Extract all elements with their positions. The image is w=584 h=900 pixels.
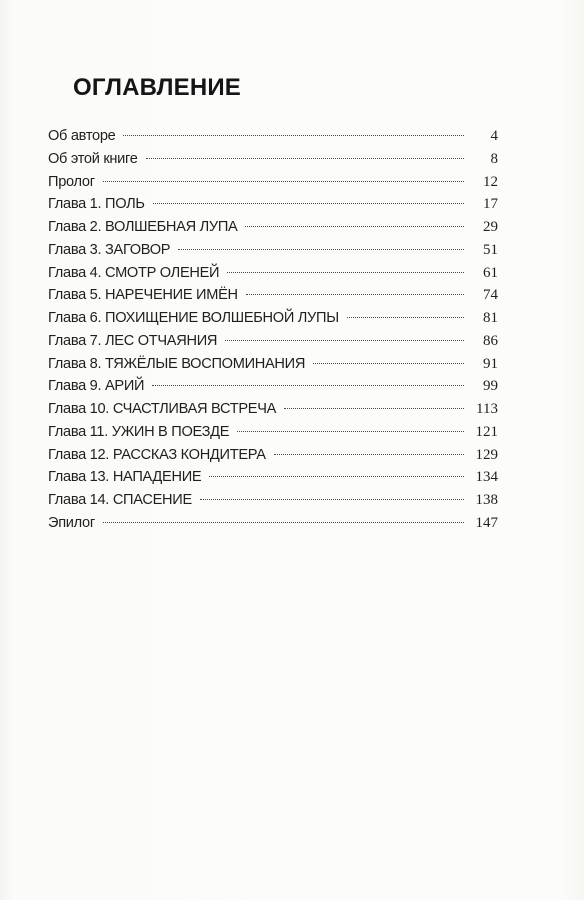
- toc-entry: [48, 466, 498, 489]
- toc-list: [48, 125, 498, 535]
- dot-leader: [103, 522, 464, 523]
- dot-leader: [225, 340, 464, 341]
- toc-entry-label: Глава 13. НАПАДЕНИЕ: [48, 469, 202, 486]
- toc-entry: [48, 193, 498, 216]
- toc-entry-label: Об этой книге: [48, 150, 138, 167]
- dot-leader: [246, 294, 464, 295]
- toc-entry-label: Глава 8. ТЯЖЁЛЫЕ ВОСПОМИНАНИЯ: [48, 355, 306, 372]
- toc-entry-page: 86: [483, 332, 498, 349]
- toc-entry-label: Глава 4. СМОТР ОЛЕНЕЙ: [48, 264, 220, 281]
- toc-entry-label: Глава 12. РАССКАЗ КОНДИТЕРА: [48, 446, 266, 463]
- toc-entry: [48, 148, 498, 171]
- toc-entry-page: 113: [476, 401, 498, 417]
- toc-entry-page: 51: [483, 241, 498, 258]
- toc-entry: [48, 444, 498, 467]
- toc-entry-page: 61: [483, 264, 498, 281]
- dot-leader: [245, 226, 464, 227]
- dot-leader: [227, 272, 464, 273]
- toc-entry: [48, 216, 498, 239]
- toc-entry-label: Глава 3. ЗАГОВОР: [48, 241, 171, 258]
- dot-leader: [103, 181, 464, 182]
- dot-leader: [274, 454, 464, 455]
- toc-entry-page: 129: [475, 446, 498, 463]
- toc-entry-label: Глава 9. АРИЙ: [48, 378, 145, 395]
- toc-entry: [48, 421, 498, 444]
- toc-entry: [48, 307, 498, 330]
- dot-leader: [284, 408, 464, 409]
- toc-entry-label: Глава 14. СПАСЕНИЕ: [48, 492, 192, 508]
- toc-entry-label: Об авторе: [48, 128, 116, 144]
- toc-entry-page: 138: [475, 492, 498, 508]
- toc-entry: [48, 489, 498, 512]
- toc-entry-label: Глава 11. УЖИН В ПОЕЗДЕ: [48, 423, 230, 440]
- toc-entry: [48, 125, 498, 148]
- dot-leader: [178, 249, 464, 250]
- toc-entry-label: Глава 6. ПОХИЩЕНИЕ ВОЛШЕБНОЙ ЛУПЫ: [48, 310, 339, 326]
- toc-entry-page: 12: [483, 173, 498, 190]
- toc-entry-page: 17: [483, 196, 498, 213]
- dot-leader: [123, 135, 464, 136]
- dot-leader: [152, 385, 464, 386]
- toc-entry-page: 91: [483, 355, 498, 372]
- toc-entry-label: Пролог: [48, 173, 95, 190]
- toc-entry-page: 8: [490, 150, 498, 167]
- toc-entry: [48, 353, 498, 376]
- dot-leader: [146, 158, 464, 159]
- toc-entry: [48, 262, 498, 285]
- toc-entry-page: 29: [483, 219, 498, 235]
- dot-leader: [200, 499, 464, 500]
- toc-entry: [48, 330, 498, 353]
- toc-entry-page: 81: [483, 310, 498, 326]
- toc-entry-page: 121: [475, 423, 498, 440]
- dot-leader: [313, 363, 464, 364]
- toc-entry-page: 134: [475, 469, 498, 486]
- toc-entry: [48, 284, 498, 307]
- dot-leader: [347, 317, 464, 318]
- toc-entry-label: Глава 2. ВОЛШЕБНАЯ ЛУПА: [48, 219, 238, 235]
- toc-entry: [48, 239, 498, 262]
- toc-entry-page: 4: [490, 128, 498, 144]
- toc-entry-label: Глава 7. ЛЕС ОТЧАЯНИЯ: [48, 332, 218, 349]
- toc-title: ОГЛАВЛЕНИЕ: [73, 74, 242, 101]
- toc-entry: [48, 512, 498, 535]
- toc-entry: [48, 171, 498, 194]
- toc-entry-page: 147: [475, 514, 498, 531]
- dot-leader: [209, 476, 464, 477]
- dot-leader: [153, 203, 464, 204]
- toc-entry-label: Глава 10. СЧАСТЛИВАЯ ВСТРЕЧА: [48, 401, 277, 417]
- toc-entry-label: Эпилог: [48, 514, 95, 531]
- toc-entry-label: Глава 1. ПОЛЬ: [48, 196, 145, 213]
- toc-entry-page: 99: [483, 378, 498, 395]
- toc-entry: [48, 375, 498, 398]
- toc-entry: [48, 398, 498, 421]
- dot-leader: [237, 431, 464, 432]
- toc-entry-page: 74: [483, 287, 498, 304]
- toc-entry-label: Глава 5. НАРЕЧЕНИЕ ИМЁН: [48, 287, 238, 304]
